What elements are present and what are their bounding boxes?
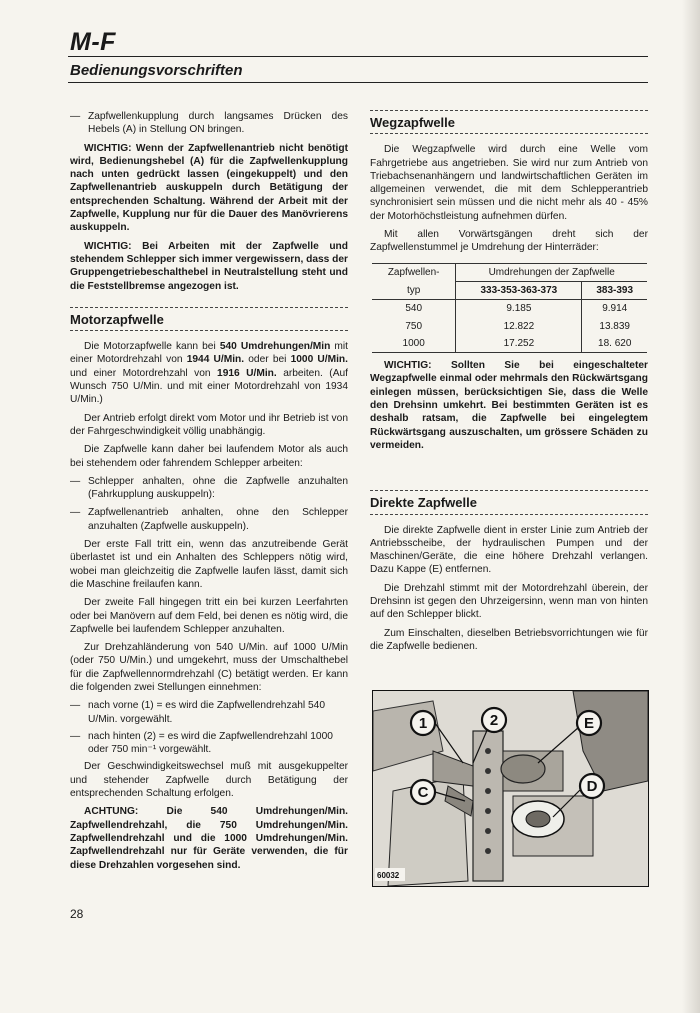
weg-paragraph-2: Mit allen Vorwärtsgängen dreht sich der Zapfwellenstummel je Umdrehung der Hinterräder: <box>370 229 648 254</box>
page-edge-shadow <box>682 0 700 1013</box>
warning-paragraph-2: WICHTIG: Bei Arbeiten mit der Zapfwelle und stehendem Schlepper sich immer vergewissern, dass der Gruppengetriebeschalthebel in Neutralstellung steht und die Feststellbremse angezogen ist. <box>70 240 349 292</box>
section-divider-top <box>70 307 348 308</box>
section-title-direkte-zapfwelle: Direkte Zapfwelle <box>370 495 477 511</box>
table-row: 750 12.822 13.839 <box>372 318 647 335</box>
section-title-motorzapfwelle: Motorzapfwelle <box>70 311 164 327</box>
page-subtitle: Bedienungsvorschriften <box>70 62 243 79</box>
bullet-dash: — <box>70 475 81 487</box>
section-divider-top <box>370 110 648 111</box>
motor-bullet-1 <box>70 475 348 502</box>
motor-paragraph-5: Der zweite Fall hingegen tritt ein bei kurzen Leerfahrten oder bei Manövern auf dem Feld, bei denen es nötig wird, die Zapfwelle bei laufendem Schlepper anzuhalten. <box>70 597 348 635</box>
table-header-sub2: 383-393 <box>596 284 634 296</box>
page-number: 28 <box>70 907 84 921</box>
section-divider-bottom <box>70 330 348 331</box>
intro-bullet <box>70 110 348 137</box>
motor-bullet-4-text: nach hinten (2) = es wird die Zapfwellendrehzahl 1000 oder 750 min⁻¹ vorgewählt. <box>88 730 333 756</box>
bullet-dash: — <box>70 730 81 742</box>
pto-illustration <box>372 690 649 887</box>
figure-label-1: 1 <box>418 715 428 732</box>
bullet-dash: — <box>70 700 81 712</box>
table-row: 1000 17.252 18. 620 <box>372 335 647 353</box>
motor-paragraph-4: Der erste Fall tritt ein, wenn das anzutreibende Gerät überlastet ist und ein Anhalten des Schleppers nötig wird, wobei man gleichzeitig die Zapfwelle laufen lässt, damit sich die Maschine freilaufen kann. <box>70 539 348 590</box>
motor-bullet-3 <box>70 699 348 726</box>
header-rule-bottom <box>68 82 648 83</box>
brand-title: M-F <box>70 28 116 56</box>
warning-paragraph-3: WICHTIG: Sollten Sie bei eingeschalteter Wegzapfwelle einmal oder mehrmals den Rückwärtsgang einlegen müssen, berücksichtigen Sie, dass die Welle den Drehsinn umkehrt. Bei bestimmten Geräten ist es deshalb ratsam, die Zapfwelle bei eingelegtem Rückwärtsgang auszuschalten, um grössere Schäden zu vermeiden. <box>370 360 648 451</box>
direkt-paragraph-3: Zum Einschalten, dieselben Betriebsvorrichtungen wie für die Zapfwelle bedienen. <box>370 627 648 652</box>
motor-bullet-2 <box>70 506 348 533</box>
motor-bullet-1-text: Schlepper anhalten, ohne die Zapfwelle anzuhalten (Fahrkupplung auskuppeln): <box>88 475 348 501</box>
table-header-type: Zapfwellen- <box>372 263 456 281</box>
figure-label-e: E <box>583 715 595 732</box>
section-divider-bottom <box>370 133 648 134</box>
section-title-wegzapfwelle: Wegzapfwelle <box>370 115 456 130</box>
motor-bullet-4 <box>70 730 348 757</box>
section-divider-bottom <box>370 514 648 515</box>
motor-paragraph-7: Der Geschwindigkeitswechsel muß mit ausgekuppelter und stehender Zapfwelle durch Betätigung der entsprechenden Schaltung erfolgen. <box>70 761 348 800</box>
right-column <box>370 110 648 658</box>
section-divider-top <box>370 490 648 491</box>
attention-paragraph: ACHTUNG: Die 540 Umdrehungen/Min. Zapfwellendrehzahl, die 750 Umdrehungen/Min. Zapfwellendrehzahl und die 1000 Umdrehungen/Min. Zapfwellendrehzahl nur für Geräte verwenden, die für diese Drehzahlen vorgesehen sind. <box>70 806 348 871</box>
table-row: 540 9.185 9.914 <box>372 300 647 318</box>
intro-bullet-text: Zapfwellenkupplung durch langsames Drücken des Hebels (A) in Stellung ON bringen. <box>88 111 348 136</box>
left-column <box>70 110 348 877</box>
direkt-paragraph-1: Die direkte Zapfwelle dient in erster Linie zum Antrieb der Antriebsscheibe, der hydraulischen Pumpen und der Maschinen/Geräte, die eine höhere Drehzahl verlangen. Dazu Kappe (E) entfernen. <box>370 524 648 576</box>
header-rule-top <box>68 56 648 57</box>
figure-label-c: C <box>417 784 429 801</box>
weg-paragraph-1: Die Wegzapfwelle wird durch eine Welle vom Fahrgetriebe aus angetrieben. Sie wird nur zum Antrieb von Triebachsenanhängern und landwirtschaftlichen Geräten im allgemeinen verwendet, die mit dem Schlepperantrieb synchronisiert sein müssen und die nicht mehr als 40 - 45% der Motorhöchstleistung aufnehmen dürfen. <box>370 144 648 222</box>
figure-label-2: 2 <box>489 712 499 729</box>
table-header-type-2: typ <box>372 281 456 299</box>
bullet-dash: — <box>70 111 81 122</box>
bullet-dash: — <box>70 507 81 519</box>
direkt-paragraph-2: Die Drehzahl stimmt mit der Motordrehzahl überein, der Drehsinn ist gegen den Uhrzeigersinn, wenn man von hinten auf den Schlepper blickt. <box>370 582 648 621</box>
table-header-group: Umdrehungen der Zapfwelle <box>456 263 647 281</box>
revolutions-table <box>372 263 647 353</box>
motor-paragraph-6: Zur Drehzahländerung von 540 U/Min. auf 1000 U/Min (oder 750 U/Min.) und umgekehrt, muss der Umschalthebel für die Zapfwellennormdrehzahl (C) betätigt werden. Er kann die folgenden zwei Stellungen einnehmen: <box>70 642 348 693</box>
warning-paragraph-1: WICHTIG: Wenn der Zapfwellenantrieb nicht benötigt wird, Bedienungshebel (A) für die Zapfwellenkupplung nach unten gedrückt lassen (eingekuppelt) und den Zapfwellenantrieb auskuppeln durch Betätigung der entsprechenden Schaltung. Während der Arbeit mit der Zapfwelle, Kupplung nur für die Dauer des Manövrierens auskuppeln. <box>70 142 348 234</box>
table-header-sub1: 333-353-363-373 <box>456 281 582 299</box>
figure-label-d: D <box>586 778 598 795</box>
motor-bullet-2-text: Zapfwellenantrieb anhalten, ohne den Schlepper anzuhalten (Zapfwelle auskuppeln). <box>88 507 348 532</box>
motor-paragraph-1: Die Motorzapfwelle kann bei 540 Umdrehungen/Min mit einer Motordrehzahl von 1944 U/Min. oder bei 1000 U/Min. und einer Motordrehzahl von 1916 U/Min. arbeiten. (Auf Wunsch 750 U/Min. und mit einer Motordrehzahl von 1934 U/Min.) <box>70 341 348 406</box>
figure-code: 60032 <box>377 871 400 880</box>
motor-paragraph-2: Der Antrieb erfolgt direkt vom Motor und ihr Betrieb ist von der Fahrgeschwindigkeit völlig unabhängig. <box>70 412 348 437</box>
motor-paragraph-3: Die Zapfwelle kann daher bei laufendem Motor als auch bei stehendem oder fahrendem Schlepper arbeiten: <box>70 444 348 469</box>
pto-drawing <box>373 691 648 886</box>
motor-bullet-3-text: nach vorne (1) = es wird die Zapfwellendrehzahl 540 U/Min. vorgewählt. <box>88 700 325 725</box>
